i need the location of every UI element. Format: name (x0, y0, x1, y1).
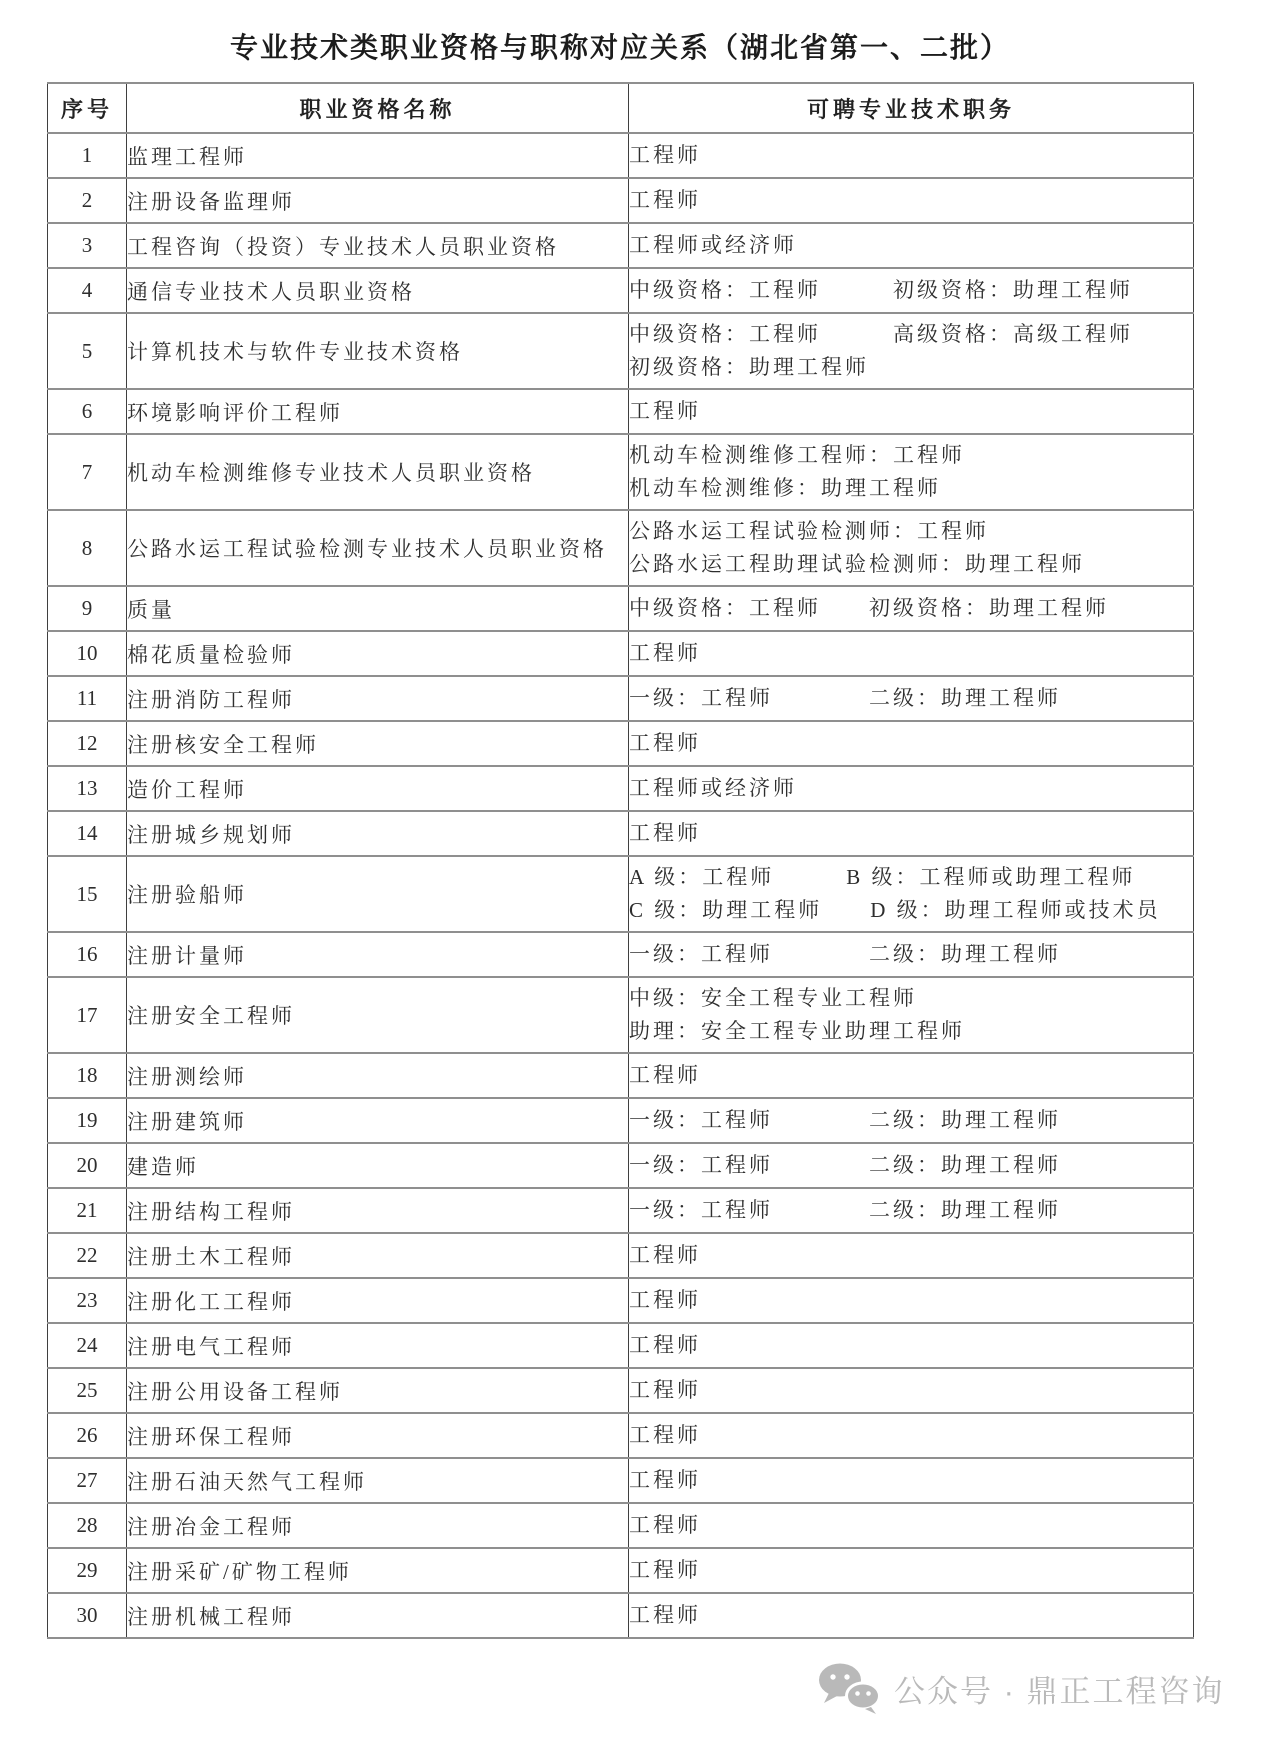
table-row (48, 586, 1194, 631)
position-line: 中级：安全工程专业工程师 (629, 986, 917, 1010)
table-row (48, 1098, 1194, 1143)
column-header-qualification-name: 职业资格名称 (127, 83, 629, 133)
row-positions (629, 133, 1194, 178)
table-row (48, 133, 1194, 178)
row-qualification-name: 注册安全工程师 (127, 977, 629, 1053)
row-positions (629, 766, 1194, 811)
row-positions (629, 1188, 1194, 1233)
row-positions (629, 1593, 1194, 1638)
row-positions (629, 811, 1194, 856)
position-line: 机动车检测维修：助理工程师 (629, 476, 941, 500)
row-number: 22 (48, 1233, 127, 1278)
column-header-positions: 可聘专业技术职务 (629, 83, 1194, 133)
row-positions (629, 856, 1194, 932)
row-positions (629, 510, 1194, 586)
column-header-number: 序号 (48, 83, 127, 133)
row-qualification-name: 棉花质量检验师 (127, 631, 629, 676)
table-row (48, 811, 1194, 856)
row-positions (629, 389, 1194, 434)
position-line: 工程师或经济师 (629, 233, 797, 257)
table-row (48, 932, 1194, 977)
row-positions (629, 1233, 1194, 1278)
position-line: 工程师 (629, 1423, 701, 1447)
position-line: 中级资格：工程师 初级资格：助理工程师 (629, 596, 1109, 620)
table-row (48, 977, 1194, 1053)
row-qualification-name: 注册采矿/矿物工程师 (127, 1548, 629, 1593)
position-line: C 级：助理工程师 D 级：助理工程师或技术员 (629, 898, 1161, 922)
row-positions (629, 1413, 1194, 1458)
row-number: 11 (48, 676, 127, 721)
row-qualification-name: 注册设备监理师 (127, 178, 629, 223)
row-number: 6 (48, 389, 127, 434)
row-number: 12 (48, 721, 127, 766)
row-qualification-name: 注册环保工程师 (127, 1413, 629, 1458)
row-positions (629, 586, 1194, 631)
table-row (48, 313, 1194, 389)
row-qualification-name: 环境影响评价工程师 (127, 389, 629, 434)
position-line: 工程师或经济师 (629, 776, 797, 800)
table-row (48, 766, 1194, 811)
row-qualification-name: 注册城乡规划师 (127, 811, 629, 856)
row-positions (629, 932, 1194, 977)
position-line: 工程师 (629, 1288, 701, 1312)
table-row (48, 1278, 1194, 1323)
header-row (48, 83, 1194, 133)
row-qualification-name: 公路水运工程试验检测专业技术人员职业资格 (127, 510, 629, 586)
table-row (48, 631, 1194, 676)
table-row (48, 856, 1194, 932)
row-number: 1 (48, 133, 127, 178)
qualification-table (47, 82, 1194, 1639)
table-row (48, 268, 1194, 313)
row-qualification-name: 注册测绘师 (127, 1053, 629, 1098)
table-row (48, 1548, 1194, 1593)
row-positions (629, 1098, 1194, 1143)
row-number: 27 (48, 1458, 127, 1503)
row-positions (629, 434, 1194, 510)
row-number: 14 (48, 811, 127, 856)
row-number: 29 (48, 1548, 127, 1593)
watermark-text: 公众号 · 鼎正工程咨询 (894, 1673, 1225, 1709)
table-row (48, 510, 1194, 586)
row-number: 25 (48, 1368, 127, 1413)
row-number: 15 (48, 856, 127, 932)
row-qualification-name: 计算机技术与软件专业技术资格 (127, 313, 629, 389)
row-qualification-name: 注册核安全工程师 (127, 721, 629, 766)
row-positions (629, 313, 1194, 389)
row-number: 26 (48, 1413, 127, 1458)
row-qualification-name: 注册计量师 (127, 932, 629, 977)
row-positions (629, 1323, 1194, 1368)
position-line: 一级：工程师 二级：助理工程师 (629, 686, 1061, 710)
row-number: 9 (48, 586, 127, 631)
table-row (48, 389, 1194, 434)
row-qualification-name: 注册结构工程师 (127, 1188, 629, 1233)
wechat-watermark (818, 1662, 1225, 1714)
position-line: 工程师 (629, 1513, 701, 1537)
row-positions (629, 977, 1194, 1053)
row-positions (629, 1278, 1194, 1323)
position-line: 工程师 (629, 1243, 701, 1267)
position-line: 工程师 (629, 399, 701, 423)
table-body (48, 133, 1194, 1638)
row-qualification-name: 质量 (127, 586, 629, 631)
row-number: 19 (48, 1098, 127, 1143)
row-number: 10 (48, 631, 127, 676)
table-row (48, 1368, 1194, 1413)
row-number: 16 (48, 932, 127, 977)
table-row (48, 1143, 1194, 1188)
row-positions (629, 268, 1194, 313)
row-number: 13 (48, 766, 127, 811)
row-number: 8 (48, 510, 127, 586)
position-line: 工程师 (629, 641, 701, 665)
row-positions (629, 676, 1194, 721)
row-qualification-name: 通信专业技术人员职业资格 (127, 268, 629, 313)
row-qualification-name: 监理工程师 (127, 133, 629, 178)
table-row (48, 1233, 1194, 1278)
table-row (48, 1593, 1194, 1638)
row-positions (629, 1458, 1194, 1503)
position-line: 工程师 (629, 1603, 701, 1627)
row-positions (629, 1548, 1194, 1593)
row-qualification-name: 注册机械工程师 (127, 1593, 629, 1638)
row-qualification-name: 建造师 (127, 1143, 629, 1188)
row-qualification-name: 注册冶金工程师 (127, 1503, 629, 1548)
row-qualification-name: 工程咨询（投资）专业技术人员职业资格 (127, 223, 629, 268)
position-line: 助理：安全工程专业助理工程师 (629, 1019, 965, 1043)
row-number: 24 (48, 1323, 127, 1368)
position-line: 工程师 (629, 188, 701, 212)
row-qualification-name: 机动车检测维修专业技术人员职业资格 (127, 434, 629, 510)
row-positions (629, 1143, 1194, 1188)
position-line: 一级：工程师 二级：助理工程师 (629, 1108, 1061, 1132)
position-line: 一级：工程师 二级：助理工程师 (629, 942, 1061, 966)
position-line: 工程师 (629, 821, 701, 845)
position-line: 初级资格：助理工程师 (629, 355, 869, 379)
row-positions (629, 1053, 1194, 1098)
position-line: 一级：工程师 二级：助理工程师 (629, 1153, 1061, 1177)
row-number: 5 (48, 313, 127, 389)
row-number: 3 (48, 223, 127, 268)
position-line: 中级资格：工程师 初级资格：助理工程师 (629, 278, 1133, 302)
row-number: 20 (48, 1143, 127, 1188)
table-row (48, 676, 1194, 721)
row-qualification-name: 注册石油天然气工程师 (127, 1458, 629, 1503)
table-row (48, 1323, 1194, 1368)
position-line: 工程师 (629, 1378, 701, 1402)
row-number: 28 (48, 1503, 127, 1548)
row-positions (629, 631, 1194, 676)
table-row (48, 1458, 1194, 1503)
position-line: 工程师 (629, 143, 701, 167)
row-number: 23 (48, 1278, 127, 1323)
row-number: 30 (48, 1593, 127, 1638)
row-qualification-name: 注册电气工程师 (127, 1323, 629, 1368)
position-line: 工程师 (629, 731, 701, 755)
position-line: 公路水运工程助理试验检测师：助理工程师 (629, 552, 1085, 576)
position-line: 工程师 (629, 1063, 701, 1087)
row-qualification-name: 注册建筑师 (127, 1098, 629, 1143)
row-positions (629, 223, 1194, 268)
position-line: 机动车检测维修工程师：工程师 (629, 443, 965, 467)
row-number: 2 (48, 178, 127, 223)
table-row (48, 1188, 1194, 1233)
row-qualification-name: 注册消防工程师 (127, 676, 629, 721)
row-number: 4 (48, 268, 127, 313)
table-row (48, 434, 1194, 510)
table-row (48, 721, 1194, 766)
row-number: 21 (48, 1188, 127, 1233)
row-qualification-name: 注册公用设备工程师 (127, 1368, 629, 1413)
row-number: 17 (48, 977, 127, 1053)
row-number: 7 (48, 434, 127, 510)
row-qualification-name: 造价工程师 (127, 766, 629, 811)
row-positions (629, 1503, 1194, 1548)
row-positions (629, 1368, 1194, 1413)
table-row (48, 1413, 1194, 1458)
row-qualification-name: 注册化工工程师 (127, 1278, 629, 1323)
row-qualification-name: 注册土木工程师 (127, 1233, 629, 1278)
table-row (48, 1503, 1194, 1548)
row-positions (629, 178, 1194, 223)
wechat-icon (818, 1662, 882, 1714)
row-number: 18 (48, 1053, 127, 1098)
page-title: 专业技术类职业资格与职称对应关系（湖北省第一、二批） (229, 33, 1010, 64)
position-line: 中级资格：工程师 高级资格：高级工程师 (629, 322, 1133, 346)
table-row (48, 1053, 1194, 1098)
position-line: A 级：工程师 B 级：工程师或助理工程师 (629, 865, 1136, 889)
position-line: 工程师 (629, 1468, 701, 1492)
position-line: 工程师 (629, 1558, 701, 1582)
table-row (48, 178, 1194, 223)
position-line: 工程师 (629, 1333, 701, 1357)
table-row (48, 223, 1194, 268)
row-qualification-name: 注册验船师 (127, 856, 629, 932)
position-line: 一级：工程师 二级：助理工程师 (629, 1198, 1061, 1222)
row-positions (629, 721, 1194, 766)
position-line: 公路水运工程试验检测师：工程师 (629, 519, 989, 543)
